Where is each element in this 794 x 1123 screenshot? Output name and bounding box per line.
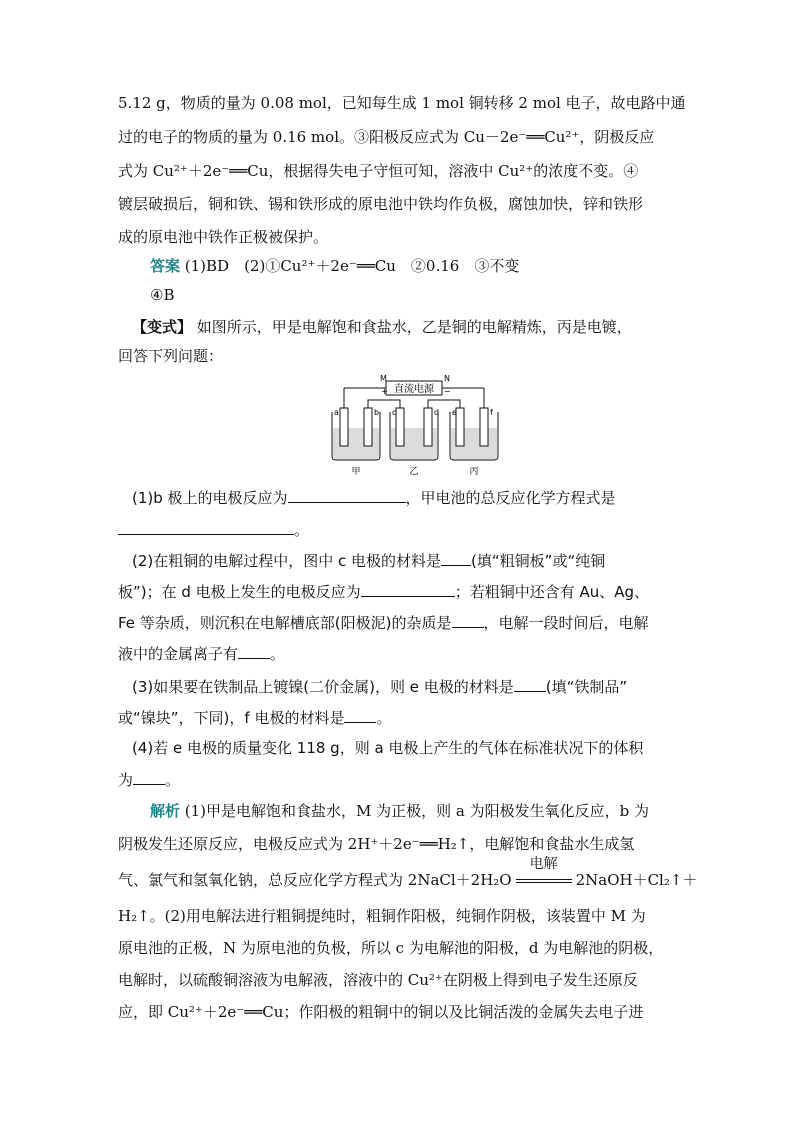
terminal-m-label: M: [380, 374, 387, 383]
q1-blank-2[interactable]: [118, 518, 294, 535]
q1-blank-1[interactable]: [288, 486, 406, 503]
q3-text-a: (3)如果要在铁制品上镀镍(二价金属)，则 e 电极的材料是: [132, 678, 514, 696]
analysis-text-1: (1)甲是电解饱和食盐水，M 为正极，则 a 为阳极发生氧化反应，b 为: [180, 802, 650, 820]
electrolysis-diagram: [326, 372, 502, 480]
variant-line-2: 回答下列问题：: [118, 347, 224, 365]
variant-label: 【变式】: [132, 318, 193, 336]
q2-line-3: [118, 611, 649, 634]
q1-line-1: [132, 486, 616, 509]
analysis-label: 解析: [150, 802, 181, 820]
q2-blank-4[interactable]: [238, 642, 270, 659]
answer-text: (1)BD (2)①Cu²⁺＋2e⁻══Cu ②0.16 ③不变: [180, 257, 520, 275]
q2-line-2: [118, 580, 649, 603]
variant-line-1: [132, 316, 632, 338]
q4-blank-1[interactable]: [133, 768, 165, 785]
intro-line-4: 镀层破损后，铜和铁、锡和铁形成的原电池中铁均作负极，腐蚀加快，锌和铁形: [118, 195, 644, 213]
terminal-n-label: N: [444, 374, 450, 383]
q3-line-2: [118, 706, 391, 729]
q1-line-2: [118, 518, 309, 541]
q2-blank-2[interactable]: [361, 580, 455, 597]
intro-line-2: 过的电子的物质的量为 0.16 mol。③阳极反应式为 Cu－2e⁻══Cu²⁺，阴极反应: [118, 128, 655, 146]
q2-line-4: [118, 642, 285, 665]
q2-text-g: 液中的金属离子有: [118, 645, 239, 663]
beaker-yi: [390, 408, 438, 460]
analysis-text-3b: 2NaOH＋Cl₂↑＋: [575, 871, 698, 889]
q3-line-1: [132, 675, 627, 698]
q2-text-d: ；若粗铜中还含有 Au、Ag、: [454, 583, 650, 601]
electrode-c-label: c: [392, 408, 397, 417]
q4-line-1: (4)若 e 电极的质量变化 118 g，则 a 电极上产生的气体在标准状况下的体积: [132, 739, 644, 757]
q2-line-1: [132, 549, 605, 572]
answer-line-2: ④B: [150, 286, 175, 304]
electrode-e-label: e: [452, 408, 457, 417]
q2-text-c: 板”)；在 d 电极上发生的电极反应为: [118, 583, 361, 601]
electrode-a-label: a: [334, 408, 339, 417]
power-label: 直流电源: [394, 384, 434, 395]
cell-jia-label: 甲: [351, 467, 361, 477]
q2-text-f: ，电解一段时间后，电解: [483, 614, 649, 632]
q4-text-c: 。: [165, 771, 181, 789]
intro-line-1: 5.12 g，物质的量为 0.08 mol，已知每生成 1 mol 铜转移 2 mol 电子，故电路中通: [118, 94, 686, 112]
analysis-line-3: [118, 856, 698, 891]
q2-text-h: 。: [270, 645, 286, 663]
electrode-d-label: d: [434, 408, 440, 417]
q3-text-d: 。: [376, 709, 392, 727]
analysis-line-5: 原电池的正极，N 为原电池的负极，所以 c 为电解池的阳极，d 为电解池的阴极，: [118, 939, 664, 957]
plus-sign: +: [381, 387, 388, 396]
q1-text-c: 。: [294, 521, 310, 539]
q3-blank-1[interactable]: [514, 675, 546, 692]
variant-text: 如图所示，甲是电解饱和食盐水，乙是铜的电解精炼，丙是电镀，: [192, 318, 632, 336]
electrode-b-label: b: [374, 408, 380, 417]
q2-text-a: (2)在粗铜的电解过程中，图中 c 电极的材料是: [132, 552, 442, 570]
cell-bing-label: 丙: [469, 467, 479, 477]
electrolysis-condition-arrow: [512, 856, 576, 891]
answer-label: 答案: [150, 257, 181, 275]
intro-line-3: 式为 Cu²⁺＋2e⁻══Cu，根据得失电子守恒可知，溶液中 Cu²⁺的浓度不变。④: [118, 162, 639, 180]
q2-text-b: (填“粗铜板”或“纯铜: [471, 552, 606, 570]
intro-line-5: 成的原电池中铁作正极被保护。: [118, 228, 329, 246]
q2-text-e: Fe 等杂质，则沉积在电解槽底部(阳极泥)的杂质是: [118, 614, 452, 632]
q3-text-c: 或“镍块”，下同)，f 电极的材料是: [118, 709, 345, 727]
analysis-line-7: 应，即 Cu²⁺＋2e⁻══Cu；作阳极的粗铜中的铜以及比铜活泼的金属失去电子进: [118, 1003, 644, 1021]
analysis-line-1: [150, 800, 649, 822]
analysis-line-2: 阴极发生还原反应，电极反应式为 2H⁺＋2e⁻══H₂↑，电解饱和食盐水生成氢: [118, 835, 635, 853]
analysis-text-3a: 气、氯气和氢氧化钠，总反应化学方程式为 2NaCl＋2H₂O: [118, 871, 512, 889]
q4-line-2: [118, 768, 180, 791]
analysis-line-4: H₂↑。(2)用电解法进行粗铜提纯时，粗铜作阳极，纯铜作阴极，该装置中 M 为: [118, 907, 646, 925]
q2-blank-3[interactable]: [452, 611, 484, 628]
q3-text-b: (填“铁制品”: [545, 678, 628, 696]
beaker-jia: [332, 408, 380, 460]
q1-text-b: ，甲电池的总反应化学方程式是: [405, 489, 616, 507]
minus-sign: −: [444, 387, 451, 396]
q1-text-a: (1)b 极上的电极反应为: [132, 489, 288, 507]
answer-line-1: [150, 255, 519, 277]
electrode-f-label: f: [490, 408, 493, 417]
analysis-line-6: 电解时，以硫酸铜溶液为电解液，溶液中的 Cu²⁺在阴极上得到电子发生还原反: [118, 971, 638, 989]
electrolysis-condition-label: 电解: [529, 856, 558, 872]
q3-blank-2[interactable]: [344, 706, 376, 723]
q4-text-b: 为: [118, 771, 134, 789]
cell-yi-label: 乙: [409, 467, 419, 477]
q2-blank-1[interactable]: [441, 549, 471, 566]
